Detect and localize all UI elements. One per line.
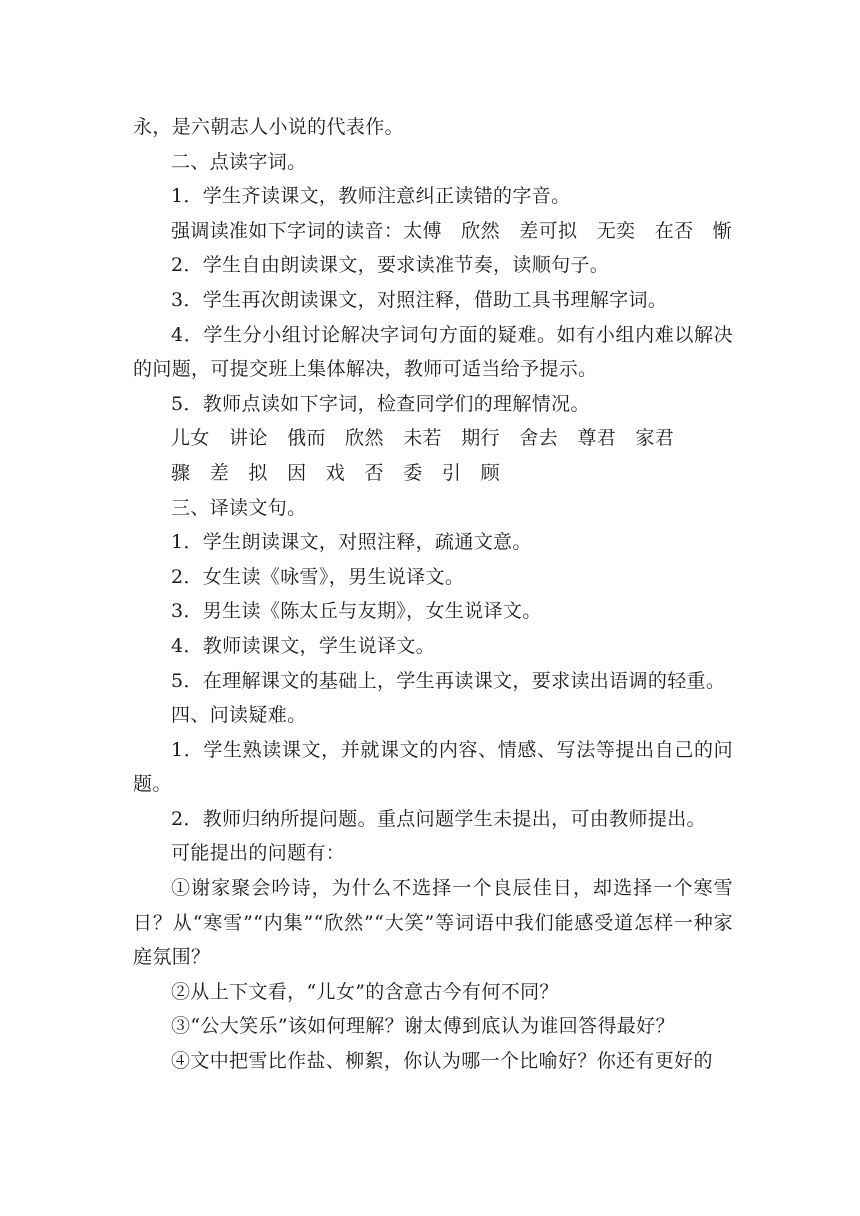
paragraph-item: 1．学生朗读课文，对照注释，疏通文意。 [171,531,532,554]
paragraph-item: 5．教师点读如下字词，检查同学们的理解情况。 [171,392,590,415]
paragraph-item: 4．学生分小组讨论解决字词句方面的疑难。如有小组内难以解决的问题，可提交班上集体解决，教师可适当给予提示。 [133,323,733,381]
paragraph-item: 1．学生熟读课文，并就课文的内容、情感、写法等提出自己的问题。 [133,738,733,796]
paragraph-item: 1．学生齐读课文，教师注意纠正读错的字音。 [171,185,571,208]
paragraph-item: 2．学生自由朗读课文，要求读准节奏，读顺句子。 [171,254,610,277]
paragraph-item: 3．学生再次朗读课文，对照注释，借助工具书理解字词。 [171,288,668,311]
word-list-phrases: 儿女 讲论 俄而 欣然 未若 期行 舍去 尊君 家君 [171,427,675,450]
question-item: ③“公大笑乐”该如何理解？谢太傅到底认为谁回答得最好？ [171,1015,675,1038]
section-heading-wen-du: 四、问读疑难。 [171,704,307,727]
question-item: ②从上下文看，“儿女”的含意古今有何不同？ [171,980,559,1003]
paragraph-pronunciation-words: 强调读准如下字词的读音：太傅 欣然 差可拟 无奕 在否 惭 [171,219,733,242]
paragraph-item: 5．在理解课文的基础上，学生再读课文，要求读出语调的轻重。 [171,669,726,692]
paragraph-question-intro: 可能提出的问题有： [171,842,346,865]
paragraph-item: 2．女生读《咏雪》，男生说译文。 [171,565,465,588]
paragraph-item: 3．男生读《陈太丘与友期》，女生说译文。 [171,600,542,623]
paragraph-item: 2．教师归纳所提问题。重点问题学生未提出，可由教师提出。 [171,807,706,830]
section-heading-yi-du: 三、译读文句。 [171,496,307,519]
question-item: ①谢家聚会吟诗，为什么不选择一个良辰佳日，却选择一个寒雪日？从“寒雪”“内集”“欣然”“大笑”等词语中我们能感受道怎样一种家庭氛围？ [133,877,733,969]
paragraph-item: 4．教师读课文，学生说译文。 [171,634,435,657]
section-heading-dian-du: 二、点读字词。 [171,150,307,173]
paragraph-intro-continuation: 永，是六朝志人小说的代表作。 [133,116,404,138]
document-body [133,110,733,1079]
word-list-characters: 骤 差 拟 因 戏 否 委 引 顾 [171,461,500,484]
question-item: ④文中把雪比作盐、柳絮，你认为哪一个比喻好？你还有更好的 [171,1050,713,1073]
